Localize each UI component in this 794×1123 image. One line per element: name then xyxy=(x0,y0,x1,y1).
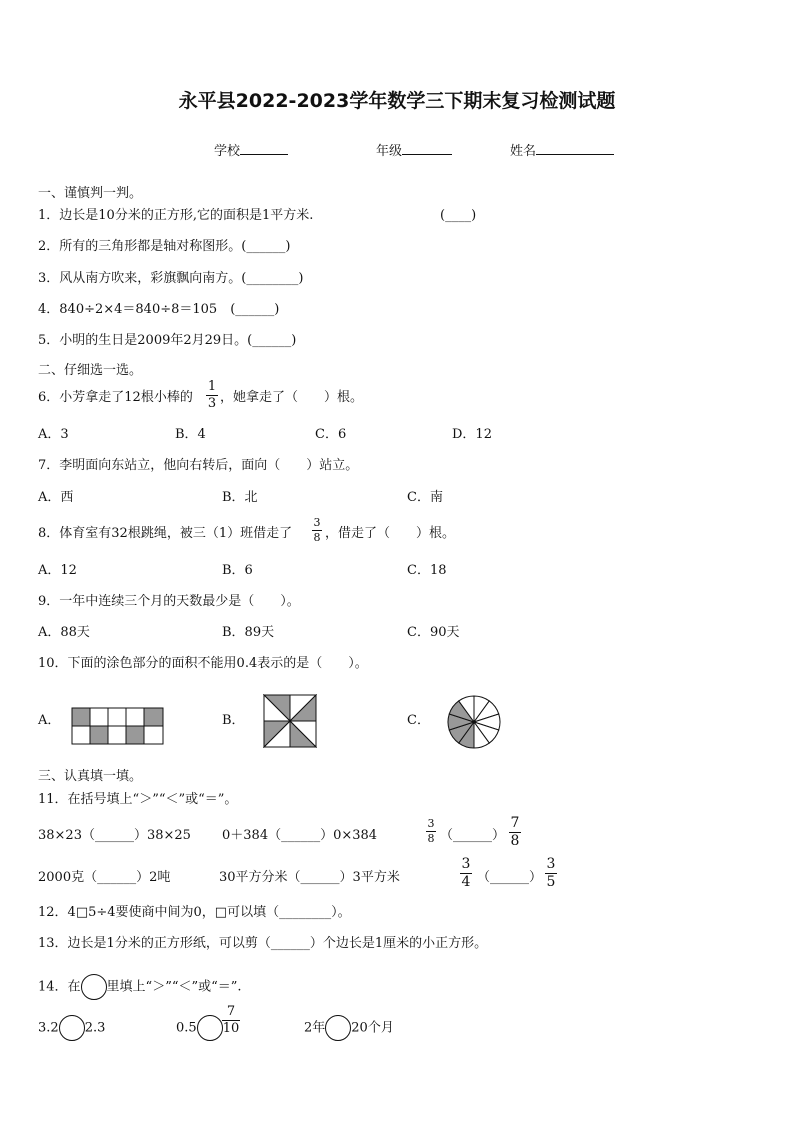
q14-item-2-fraction xyxy=(222,1005,240,1036)
fraction-denominator: 5 xyxy=(546,874,556,890)
q11-item-4[interactable]: 2000克（______）2吨 xyxy=(38,870,171,885)
question-3: 3．风从南方吹来，彩旗飘向南方。(________) xyxy=(38,271,304,286)
q11-item-3-fraction-left xyxy=(426,818,436,845)
question-6-text-pre: 6．小芳拿走了12根小棒的 xyxy=(38,390,193,405)
question-8-text-post: ，借走了（ ）根。 xyxy=(325,526,456,541)
q7-option-c[interactable]: C．南 xyxy=(407,490,443,505)
grid-shading-figure xyxy=(71,707,165,745)
q10-option-c[interactable]: C． xyxy=(407,713,430,728)
q9-option-a[interactable]: A．88天 xyxy=(38,625,90,640)
q8-option-c[interactable]: C．18 xyxy=(407,563,447,578)
question-1-blank[interactable]: (____) xyxy=(440,208,477,223)
question-2: 2．所有的三角形都是轴对称图形。(______) xyxy=(38,239,291,254)
question-13: 13．边长是1分米的正方形纸，可以剪（______）个边长是1厘米的小正方形。 xyxy=(38,936,488,951)
q11-item-2[interactable]: 0＋384（______）0×384 xyxy=(222,828,378,843)
compare-circle-icon xyxy=(81,974,107,1000)
question-9: 9．一年中连续三个月的天数最少是（ ）。 xyxy=(38,594,300,609)
grade-label: 年级 xyxy=(376,144,403,159)
fraction-denominator: 3 xyxy=(207,396,217,411)
q11-item-3-blank[interactable]: （______） xyxy=(440,828,506,843)
name-blank[interactable] xyxy=(536,142,614,155)
fraction-denominator: 8 xyxy=(510,833,520,849)
q14-item-3-left: 2年 xyxy=(304,1020,326,1036)
q7-option-b[interactable]: B．北 xyxy=(222,490,258,505)
school-label: 学校 xyxy=(214,144,241,159)
square-shading-figure xyxy=(263,694,317,748)
section-2-heading: 二、仔细选一选。 xyxy=(38,363,143,378)
q14-item-1-right: 2.3 xyxy=(84,1020,106,1036)
fraction-numerator: 7 xyxy=(226,1004,236,1019)
fraction-numerator: 1 xyxy=(207,379,217,394)
q8-option-a[interactable]: A．12 xyxy=(38,563,77,578)
grade-blank[interactable] xyxy=(402,142,452,155)
section-1-heading: 一、谨慎判一判。 xyxy=(38,186,143,201)
question-10: 10．下面的涂色部分的面积不能用0.4表示的是（ ）。 xyxy=(38,656,368,671)
q14-item-1[interactable] xyxy=(38,1015,105,1041)
compare-circle-icon[interactable] xyxy=(59,1015,85,1041)
q11-item-5[interactable]: 30平方分米（______）3平方米 xyxy=(219,870,400,885)
compare-circle-icon[interactable] xyxy=(197,1015,223,1041)
fraction-numerator: 3 xyxy=(427,817,435,830)
fraction-numerator: 3 xyxy=(546,856,556,872)
q14-item-3[interactable] xyxy=(304,1015,394,1041)
fraction-numerator: 3 xyxy=(313,516,321,529)
q11-item-3-fraction-right xyxy=(509,816,521,849)
fraction-numerator: 7 xyxy=(510,815,520,831)
question-6-fraction xyxy=(206,380,218,411)
q11-item-1[interactable]: 38×23（______）38×25 xyxy=(38,828,191,843)
question-14 xyxy=(38,974,242,1000)
name-field[interactable] xyxy=(510,142,614,160)
question-8-text-pre: 8．体育室有32根跳绳，被三（1）班借走了 xyxy=(38,526,293,541)
q14-item-1-left: 3.2 xyxy=(38,1020,59,1036)
page-title: 永平县2022-2023学年数学三下期末复习检测试题 xyxy=(178,90,616,112)
fraction-denominator: 4 xyxy=(461,874,471,890)
name-label: 姓名 xyxy=(510,144,537,159)
compare-circle-icon[interactable] xyxy=(325,1015,351,1041)
section-3-heading: 三、认真填一填。 xyxy=(38,769,143,784)
question-1: 1．边长是10分米的正方形,它的面积是1平方米. xyxy=(38,208,314,223)
q9-option-c[interactable]: C．90天 xyxy=(407,625,460,640)
q11-item-6-blank[interactable]: （______） xyxy=(477,870,543,885)
question-4: 4．840÷2×4＝840÷8＝105 (______) xyxy=(38,302,280,317)
q6-option-c[interactable]: C．6 xyxy=(315,427,347,442)
school-blank[interactable] xyxy=(240,142,288,155)
q8-option-b[interactable]: B．6 xyxy=(222,563,253,578)
question-14-post: 里填上“＞”“＜”或“＝”. xyxy=(106,979,242,995)
question-11: 11．在括号填上“＞”“＜”或“＝”。 xyxy=(38,792,238,807)
q9-option-b[interactable]: B．89天 xyxy=(222,625,275,640)
q6-option-b[interactable]: B．4 xyxy=(175,427,206,442)
question-6-text-post: ，她拿走了（ ）根。 xyxy=(220,390,364,405)
fraction-numerator: 3 xyxy=(461,856,471,872)
fraction-denominator: 8 xyxy=(313,531,321,544)
q14-item-2-left: 0.5 xyxy=(176,1020,197,1036)
question-5: 5．小明的生日是2009年2月29日。(______) xyxy=(38,333,297,348)
q11-item-6-fraction-left xyxy=(460,857,472,890)
circle-shading-figure xyxy=(446,694,502,750)
fraction-denominator: 8 xyxy=(427,832,435,845)
school-field[interactable] xyxy=(214,142,288,160)
fraction-denominator: 10 xyxy=(222,1021,240,1036)
question-14-pre: 14．在 xyxy=(38,979,81,995)
q10-option-b[interactable]: B． xyxy=(222,713,245,728)
q14-item-3-right: 20个月 xyxy=(351,1020,394,1036)
q14-item-2[interactable] xyxy=(176,1015,223,1041)
question-7: 7．李明面向东站立，他向右转后，面向（ ）站立。 xyxy=(38,458,359,473)
grade-field[interactable] xyxy=(376,142,452,160)
question-12: 12．4□5÷4要使商中间为0，□可以填（________）。 xyxy=(38,905,351,920)
q6-option-a[interactable]: A．3 xyxy=(38,427,69,442)
q6-option-d[interactable]: D．12 xyxy=(452,427,492,442)
q11-item-6-fraction-right xyxy=(545,857,557,890)
question-8-fraction xyxy=(312,517,322,544)
q10-option-a[interactable]: A． xyxy=(38,713,61,728)
q7-option-a[interactable]: A．西 xyxy=(38,490,74,505)
